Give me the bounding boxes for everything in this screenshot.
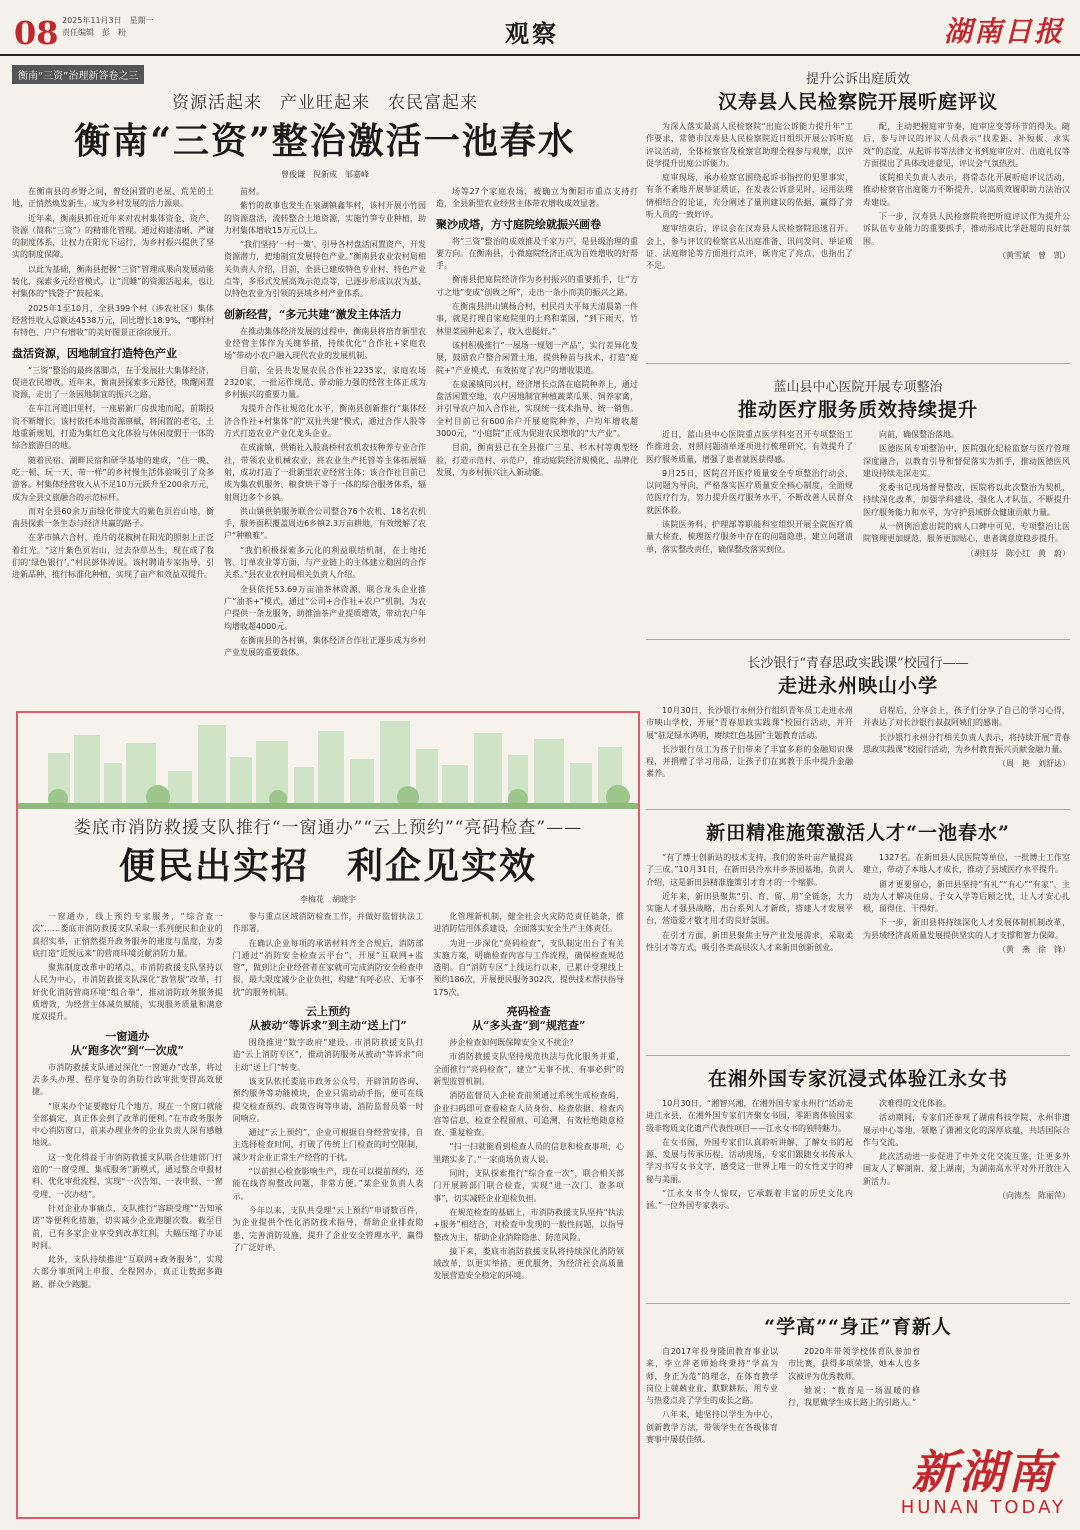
paragraph: 苗材。 — [240, 187, 264, 196]
paragraph: 2025年1至10月，全县399个村（涉农社区）集体经营性收入总额达4538万元，同比增长18.9%，“哪样村有特色、户户有增收”的美好图景正徐徐展开。 — [12, 303, 214, 338]
subheading: 云上预约 从被动“等诉求”到主动“送上门” — [249, 1005, 407, 1033]
paragraph: 在衡南县的各村镇，集体经济合作社正逐步成为乡村产业发展的重要载体。 — [224, 635, 426, 658]
story-loudi-fire — [16, 711, 640, 1519]
paragraph: 2020年带领学校体育队参加省市比赛，获得多项荣誉，她本人也多次被评为优秀教师。 — [788, 1347, 920, 1381]
paragraph: 涉企检查如何既保障安全又不扰企？ — [449, 1038, 578, 1048]
paragraph: 活动期间，专家们还参观了湖南科技学院、永州非遗展示中心等地，领略了潇湘文化的深厚底蕴，共话国际合作与交流。 — [863, 1113, 1070, 1147]
text-column — [788, 1346, 1070, 1448]
paragraph: 党委书记现场督导整改，医院将以此次整治为契机，持续深化改革，加强学科建设，强化人才队伍，不断提升医疗服务能力和水平，为守护县域群众健康贡献力量。 — [863, 483, 1070, 517]
paragraph: 衡南县把庭院经济作为乡村振兴的重要抓手，让“方寸之地”变成“创收之所”，走出一条小而美的振兴之路。 — [436, 275, 638, 297]
paragraph: 参与重点区域消防检查工作，并做好监督执法工作部署。 — [232, 912, 424, 934]
paragraph: “三资”整治的最终落脚点，在于发展壮大集体经济，促进农民增收。近年来，衡南县探索多元路径，唤醒闲置资源，走出了一条因地制宜的振兴之路。 — [12, 365, 214, 400]
story-headline[interactable]: 推动医疗服务质效持续提升 — [737, 399, 978, 421]
paragraph: 在衡南县洪山镇杨合村，村民肖大平每天清晨第一件事，就是打理自家庭院里的土鸡和菜园，“到下雨天，竹林里菜园种起来了，收入也挺好。” — [436, 302, 638, 336]
paragraph: 该村积极推行“一屋场一规划一产品”，实行差异化发展，鼓励农户整合闲置土地，提供种苗与技术，打造“庭院+”产业模式，有效拓宽了农户的增收渠道。 — [436, 340, 638, 375]
text-column — [863, 121, 1070, 275]
paragraph: 随着民宿、湖畔民宿和研学基地的建成，“住一晚、吃一顿、玩一天、带一样”的乡村慢生活体验吸引了众多游客。村集体经营收入从不足10万元跃升至200余万元，成为全县文旅融合的示范标杆。 — [12, 455, 214, 502]
paragraph: 将“三资”整治的成效推及千家万户，是县级治理的重要方向。在衡南县，小微庭院经济正成为百姓增收的好帮手。 — [436, 236, 638, 271]
watermark-logo: 新湖南 — [911, 1445, 1056, 1499]
author-signature: （周 艳 刘舒达） — [998, 759, 1070, 769]
story-hengnan — [12, 64, 638, 704]
story-headline[interactable]: 衡南“三资”整治激活一池春水 — [74, 120, 576, 162]
xinhunan-watermark — [901, 1447, 1066, 1518]
paragraph: 近年来，新田县聚焦“引、育、留、用”全链条，大力实施人才强县战略，出台系列人才新政，搭建人才发展平台，营造爱才敬才用才的良好氛围。 — [646, 891, 853, 926]
paragraph: 该院医务科、护理部等职能科室组织开展全院医疗质量大检查，梳理医疗服务中存在的问题隐患，建立问题清单，落实整改责任，确保整改落实到位。 — [646, 520, 853, 554]
story-headline[interactable]: 在湘外国专家沉浸式体验江永女书 — [707, 1068, 1008, 1090]
paragraph: 为深入落实最高人民检察院“出庭公诉能力提升年”工作要求，常德市汉寿县人民检察院近日组织开展公诉听庭评议活动，全体检察官及检察官助理全程参与观摩，以评促学提升出庭公诉能力。 — [646, 122, 853, 168]
paragraph: 一窗通办，线上预约专家服务，“综合查一次”……娄底市消防救援支队采取一系列便民和企业的真招实举，正悄然提升政务服务的速度与温度，为娄底打造“近悦远来”的营商环境贡献消防力量。 — [32, 912, 223, 958]
paragraph: 在女书园，外国专家们认真聆听讲解，了解女书的起源、发展与传承历程。活动现场，专家们跟随女书传承人学习书写女书文字，感受这一世界上唯一的女性文字的神秘与美丽。 — [646, 1137, 853, 1184]
paragraph: 在茅市镇六合村，连片的花椒树在阳光的照射上正泛着红光。“这片紫色页岩山，过去杂草丛生，现在成了我们的‘绿色银行’。”村民彭体涛说。该村聘请专家指导，引进新品种，推行标准化种植，实现了亩产和效益双提升。 — [12, 533, 214, 580]
paragraph: 该院相关负责人表示，将常态化开展听庭评议活动，推动检察官出庭能力不断提升，以高质效履职助力法治汉寿建设。 — [863, 173, 1070, 207]
subheading: 盘活资源，因地制宜打造特色产业 — [12, 346, 177, 360]
paragraph: 近年来，衡南县抓住近年来对农村集体资金、资产、资源（简称“三资”）的精准化管理。通过构建清晰、严谨的制度体系，让权力在阳光下运行，为乡村振兴提供了坚实的制度保障。 — [12, 213, 214, 260]
subheading: 创新经营，“多元共建”激发主体活力 — [224, 307, 402, 321]
paragraph: 在衡南县的乡野之间，曾经闲置的老屋、荒芜的土地，正悄然焕发新生，成为乡村发展的活力源泉。 — [12, 187, 214, 209]
paragraph: 以此为基础，衡南县把握“三资”管理成果向发展动能转化，探索多元经营模式，让“沉睡”的资源活起来，也让村集体的“钱袋子”鼓起来。 — [12, 264, 214, 299]
paragraph: 庭审结束后，评议会在汉寿县人民检察院迅速召开。会上，参与评议的检察官从出庭准备、讯问发问、举证质证、法庭辩论等方面进行点评，既肯定了亮点，也指出了不足。 — [646, 224, 853, 271]
newspaper-logo: 湖南日报 — [943, 15, 1064, 48]
series-tag: 衡南“三资”治理新答卷之三 — [12, 65, 144, 84]
paragraph: “原来办个证要跑好几个地方，现在一个窗口就能全部搞定，真正体会到了改革的便利。”在市政务服务中心消防窗口，前来办理业务的企业负责人深有感触地说。 — [32, 1101, 223, 1148]
paragraph: 八年来，她坚持以学生为中心，创新教学方法，带领学生在各级体育赛事中屡获佳绩。 — [646, 1410, 778, 1445]
paragraph: 在车江河道旧里村，一座崭新厂房拔地而起，前期投资不断增长。该村依托本地资源禀赋，将闲置的老宅、土地重新规划，打造为集红色文化体验与休闲度假于一体的综合旅游目的地。 — [12, 404, 214, 451]
paragraph: 在泉溪镇同兴村，经济增长点落在庭院种养上，通过盘活闲置空地，农户因地制宜种植蔬菜瓜果、饲养家禽，并引导农户加入合作社，实现统一技术指导、统一销售。全村目前已有600余户开展庭院种养，户均年增收超3000元，“小庭院”正成为促进农民增收的“大产业”。 — [436, 379, 638, 439]
author-signature: （黄 燕 徐 锋） — [998, 945, 1070, 955]
text-column — [646, 852, 853, 956]
paragraph: 该支队依托娄底市政务公众号，开辟消防咨询、预约服务等功能模块，企业只需动动手指，便可在线提交检查预约、政策咨询等申请，消防监督员第一时间响应。 — [232, 1076, 424, 1123]
paragraph: 此外，支队持续推进“互联网+政务服务”，实现大部分事项网上申报、全程网办，真正让数据多跑路、群众少跑腿。 — [32, 1255, 223, 1289]
story-kicker: 资源活起来 产业旺起来 农民富起来 — [172, 93, 478, 113]
story-headline[interactable]: 走进永州映山小学 — [777, 675, 938, 697]
paragraph: 市消防救援支队通过深化“一窗通办”改革，将过去多头办理、程序复杂的消防行政审批变得高效便捷。 — [32, 1062, 223, 1097]
paragraph: 为提升合作社规范化水平，衡南县创新推行“集体经济合作社+村集体”的“双社共建”模式，通过合作人股等方式打造农业产业化龙头企业。 — [224, 404, 426, 439]
paragraph: 今年以来，支队共受理“云上预约”申请数百件，为企业提供个性化消防技术指导，帮助企业排查隐患、完善消防设施，提升了企业安全管理水平，赢得了广泛好评。 — [232, 1205, 424, 1252]
masthead — [0, 0, 1080, 56]
text-column — [863, 429, 1070, 559]
dateline — [62, 15, 154, 39]
paragraph: 次难得的文化体验。 — [879, 1099, 951, 1108]
paragraph: 紫竹的故事也发生在泉湖镇鑫华村，该村开展小竹园的资源盘活，流转整合土地资源，实施竹笋专业种植，助力村集体增收15万元以上。 — [224, 201, 426, 235]
text-column — [433, 911, 624, 1293]
paragraph: 向前，确保整治落地。 — [879, 430, 959, 439]
page-number: 08 — [14, 14, 59, 52]
paragraph: 在成渝镇，供销社入股高桥村农机农技种养专业合作社，带领农业机械农业，将农业生产托管等主体拓展辐射，成功打造了一批新型农业经营主体；该合作社目前已成为集农机服务、粮食烘干等于一体的综合服务体系，辐射周边多个乡镇。 — [224, 443, 426, 502]
paragraph: 而对全县60余万亩绿化带度大的紫色页岩山地，衡南县探索一条生态与经济共赢的路子。 — [12, 506, 214, 529]
paragraph: 目前，衡南县已在全县推广三星、杉木村等典型经验，打造示范村、示范户，推动庭院经济规模化、品牌化发展，为乡村振兴注入新动能。 — [436, 443, 638, 477]
story-byline: 李梅花 胡晓宇 — [300, 895, 356, 904]
paragraph: 在引才方面，新田县聚焦主导产业发展需求，采取柔性引才等方式，吸引各类高层次人才来新田创新创业。 — [646, 930, 853, 953]
section-title: 观察 — [505, 19, 559, 48]
paragraph: 全县依托53.69万亩油茶林资源，联合龙头企业推广“油茶+”模式，通过“公司+合作社+农户”机制，为农户提供一条龙服务，助推油茶产业提质增效，带动农户年均增收超4000元。 — [224, 584, 426, 631]
city-skyline-illustration — [18, 713, 638, 809]
story-teacher — [646, 1312, 1070, 1462]
story-byline: 曾俊谦 倪新成 邹嘉峰 — [281, 170, 369, 179]
paragraph: 下一步，新田县将持续深化人才发展体制机制改革，为县域经济高质量发展提供坚实的人才支撑和智力保障。 — [863, 918, 1070, 940]
paragraph: 从一例例治愈出院的病人口碑中可见，专项整治让医院管理更加规范，服务更加贴心，患者满意度稳步提升。 — [863, 522, 1070, 544]
story-kicker: 蓝山县中心医院开展专项整治 — [773, 380, 943, 395]
paragraph: 留才更要留心，新田县坚持“有礼”“有心”“有家”，主动为人才解决住房、子女入学等后顾之忧，让人才安心扎根，留得住、干得好。 — [863, 879, 1070, 914]
text-column — [646, 429, 853, 559]
story-changsha-bank — [646, 648, 1070, 810]
right-column — [646, 64, 1070, 1462]
paragraph: “有了博士创新站的技术支持，我们的茶叶亩产量提高了三成。”10月31日，在新田县冷水井乡茶园基地，负责人介绍，这是新田县精准施策引才育才的一个缩影。 — [646, 853, 853, 887]
paragraph: 近日，蓝山县中心医院重点医学科室召开专项整治工作推进会，对照问题清单逐项进行梳理研究，有效提升了医疗服务质量，增强了患者就医获得感。 — [646, 430, 853, 464]
paragraph: 消防监督员入企检查前须通过系统生成检查码，企业扫码即可查看检查人员身份、检查依据、检查内容等信息，检查全程留痕、可追溯，有效杜绝随意检查、重复检查。 — [433, 1091, 625, 1138]
paragraph: 在确认企业每项的承诺材料齐全合规后，消防部门通过“消防安全检查云平台”，开展“互联网+监管”，做到让企业经营者在家就可完成消防安全检查申报，最大限度减少企业负担，构建“有呼必应、无事不扰”的服务机制。 — [232, 938, 424, 997]
paragraph: 在规范检查的基础上，市消防救援支队坚持“执法+服务”相结合，对检查中发现的一般性问题，以指导整改为主，帮助企业消除隐患、防范风险。 — [433, 1207, 625, 1242]
paragraph: 下一步，汉寿县人民检察院将把听庭评议作为提升公诉队伍专业能力的重要抓手，推动形成比学赶超的良好氛围。 — [863, 212, 1070, 246]
author-signature: （向涛杰 陈丽萍） — [998, 1191, 1070, 1201]
issue-date: 2025年11月3日 星期一 — [62, 16, 154, 25]
paragraph: 1327名。在新田县人民医院等单位，一批博士工作室建立，带动了本地人才成长，推动了县域医疗水平提升。 — [863, 853, 1070, 875]
paragraph: 10月30日，长沙银行永州分行组织青年员工走进永州市映山学校，开展“青春思政实践课”校园行活动，并开展“驻足绿水鸿明，赓续红色基因”主题教育活动。 — [646, 706, 853, 740]
text-column — [12, 186, 214, 661]
story-headline[interactable]: 汉寿县人民检察院开展听庭评议 — [717, 91, 998, 113]
paragraph: 自2017年投身隆回教育事业以来，李立萍老师始终秉持“学高为师，身正为范”的理念，在体育教学岗位上兢兢业业、默默耕耘，用专业与热爱点亮了学生的成长之路。 — [646, 1347, 778, 1406]
text-column — [646, 1098, 853, 1215]
text-column — [436, 186, 638, 661]
subheading: 聚沙成塔，方寸庭院绘就振兴画卷 — [436, 217, 601, 231]
paragraph: “扫一扫就能看到检查人员的信息和检查事项，心里踏实多了。”一家商场负责人说。 — [433, 1142, 625, 1164]
story-kicker: 提升公诉出庭质效 — [805, 72, 910, 87]
paragraph: 目前，全县共发展农民合作社2235家，家庭农场2320家，一批运作规范、带动能力强的经营主体正成为乡村振兴的重要力量。 — [224, 365, 426, 400]
paragraph: 针对企业办事痛点，支队推行“容缺受理”“告知承诺”等便利化措施，切实减少企业跑腿次数。截至目前，已有多家企业享受到改革红利，大幅压缩了办证时间。 — [32, 1203, 223, 1250]
text-column — [32, 911, 223, 1293]
left-column — [12, 64, 638, 704]
paragraph: 场等27个家庭农场，被确立为衡阳市重点支持打造，全县新型农业经营主体带农增收成效显著。 — [436, 187, 638, 209]
paragraph: “我们坚持‘一村一策’，引导各村盘活闲置资产，开发资源潜力，把地制宜发展特色产业。”衡南县农业农村局相关负责人介绍，目前，全县已建成特色专业村、特色产业点等，多形式发展高效示范点等，已逐步形成以农为基、以特色农业为引领的县域乡村产业体系。 — [224, 240, 426, 299]
paragraph: 启程后，分享会上，孩子们分享了自己的学习心得，并表达了对长沙银行叔叔阿姨们的感谢。 — [863, 706, 1070, 728]
text-column — [646, 705, 853, 783]
paragraph: 在推动集体经济发展的过程中，衡南县将培育新型农业经营主体作为关键举措，持续优化“合作社+家庭农场”带动小农户融入现代农业的发展机制。 — [224, 326, 426, 361]
paragraph: 配，主动把握庭审节奏，庭审应变等环节的得失。随后，参与评议的评议人员表示“找差距、补短板、求实效”的态度，从起诉书等法律文书到庭审应对、出庭礼仪等方面提出了具体改进意见，评议会气氛热烈。 — [863, 122, 1070, 168]
subheading: 亮码检查 从“多头查”到“规范查” — [472, 1005, 586, 1033]
text-column — [863, 1098, 1070, 1215]
text-column — [863, 705, 1070, 783]
paragraph: 医德医风专项整治中，医院强化纪检监察与医疗管理深度融合，以教育引导和督促落实为抓手，推动医德医风建设持续走深走实。 — [863, 444, 1070, 478]
story-jiangyong-nushu — [646, 1064, 1070, 1304]
watermark-english: HUNAN TODAY — [900, 1497, 1066, 1518]
paragraph: 这一变化得益于市消防救援支队联合住建部门打造的“一窗受理、集成服务”新模式，通过整合申报材料、优化审批流程，实现“一次告知、一表申报、一窗受理、一次办结”。 — [32, 1152, 223, 1199]
paragraph: 同时，支队探索推行“综合查一次”，联合相关部门开展跨部门联合检查，实现“进一次门、查多项事”，切实减轻企业迎检负担。 — [433, 1169, 625, 1203]
story-headline[interactable]: 新田精准施策激活人才“一池春水” — [706, 822, 1010, 844]
subheading: 一窗通办 从“跑多次”到“一次成” — [70, 1029, 184, 1057]
paragraph: 聚焦制度改革中的堵点，市消防救援支队坚持以人民为中心，市消防救援支队深化“放管服”改革，打好优化消防营商环境“组合拳”，推动消防政务服务提质增效，为经营主体减负赋能，实现服务质量和满意度双提升。 — [32, 963, 223, 1022]
paragraph: “以前担心检查影响生产，现在可以提前预约，还能在线咨询整改问题，非常方便。”某企业负责人表示。 — [232, 1167, 424, 1201]
text-column — [646, 121, 853, 275]
story-headline[interactable]: 便民出实招 利企见实效 — [118, 845, 537, 887]
paragraph: 此次活动进一步促进了中外文化交流互鉴，让更多外国友人了解湖南、爱上湖南，为湖南高水平对外开放注入新活力。 — [863, 1152, 1070, 1186]
author-signature: （胡钰芬 陈小红 黄 蔚） — [966, 548, 1070, 558]
paragraph: 通过“云上预约”，企业可根据自身经营安排，自主选择检查时间，打破了传统上门检查的时空限制，减少对企业正常生产经营的干扰。 — [232, 1128, 424, 1162]
skyline-graphic — [18, 713, 640, 809]
story-hanshou — [646, 64, 1070, 364]
paragraph: 庭审现场，承办检察官围绕起诉书指控的犯罪事实，有条不紊地开展举证质证，在发表公诉意见时，运用法理情相结合的论证，充分阐述了量刑建议的依据，赢得了旁听人员的一致好评。 — [646, 173, 853, 220]
paragraph: 她说：“教育是一场温暖的修行，我愿做学生成长路上的引路人。” — [788, 1385, 920, 1408]
paragraph: 围绕推进“数字政府”建设，市消防救援支队打造“云上消防专区”，推动消防服务从被动“等诉求”向主动“送上门”转变。 — [232, 1038, 424, 1072]
paragraph: 长沙银行员工为孩子们带来了丰富多彩的金融知识课程，并捐赠了学习用品，让孩子们在寓教于乐中提升金融素养。 — [646, 744, 853, 779]
text-column — [233, 911, 424, 1293]
paragraph: “江永女书令人惊叹，它承载着丰富的历史文化内涵。”一位外国专家表示。 — [646, 1189, 853, 1211]
paragraph: 10月30日，“湘智兴湘，在湘外国专家永州行”活动走进江永县，在湘外国专家们齐聚女书园，零距离体验国家级非物质文化遗产代表性项目——江永女书的独特魅力。 — [646, 1099, 853, 1133]
text-column — [646, 1346, 778, 1448]
paragraph: 市消防救援支队坚持规范执法与优化服务并重，全面推行“亮码检查”，建立“无事不扰、有事必到”的新型监管机制。 — [433, 1052, 625, 1086]
paragraph: 化管理新机制，健全社会火灾防范责任链条，推进消防信用体系建设，全面落实安全生产主体责任。 — [433, 912, 625, 934]
author-signature: （黄雪斌 曾 凯） — [998, 250, 1070, 260]
text-column — [224, 186, 426, 661]
story-kicker: 长沙银行“青春思政实践课”校园行—— — [747, 656, 969, 671]
paragraph: 为进一步深化“亮码检查”，支队制定出台了有关实施方案，明确检查内容与工作流程，确保检查规范透明。自“消防专区”上线运行以来，已累计受理线上预约186次，开展便民服务302次，提供技术帮扶指导175次。 — [433, 938, 625, 997]
paragraph: 接下来，娄底市消防救援支队将持续深化消防领域改革，以更实举措、更优服务，为经济社会高质量发展营造安全稳定的环境。 — [433, 1246, 625, 1281]
story-kicker: 娄底市消防救援支队推行“一窗通办”“云上预约”“亮码检查”—— — [73, 818, 583, 838]
paragraph: 洪山镇供销服务联合公司整合76个农机、18名农机手，服务面积覆盖周边6乡镇2.3万亩耕地，有效缓解了农户“种粮难”。 — [224, 506, 426, 541]
editors: 责任编辑 彭 粉 — [62, 28, 126, 37]
paragraph: “我们积极探索多元化的利益联结机制，在土地托管、订单农业等方面，与产业链上的主体建立稳固的合作关系。”县农业农村局相关负责人介绍。 — [224, 545, 426, 580]
story-lanshan — [646, 372, 1070, 640]
story-xintian — [646, 818, 1070, 1056]
story-headline[interactable]: “学高”“身正”育新人 — [764, 1316, 952, 1338]
paragraph: 9月25日，医院召开医疗质量安全专项整治行动会，以问题为导向，严格落实医疗质量安全核心制度，全面规范医疗行为，努力提升医疗服务水平，不断改善人民群众就医体验。 — [646, 468, 853, 515]
paragraph: 长沙银行永州分行相关负责人表示，将持续开展“青春思政实践课”校园行活动，为乡村教育振兴贡献金融力量。 — [863, 732, 1070, 754]
text-column — [863, 852, 1070, 956]
